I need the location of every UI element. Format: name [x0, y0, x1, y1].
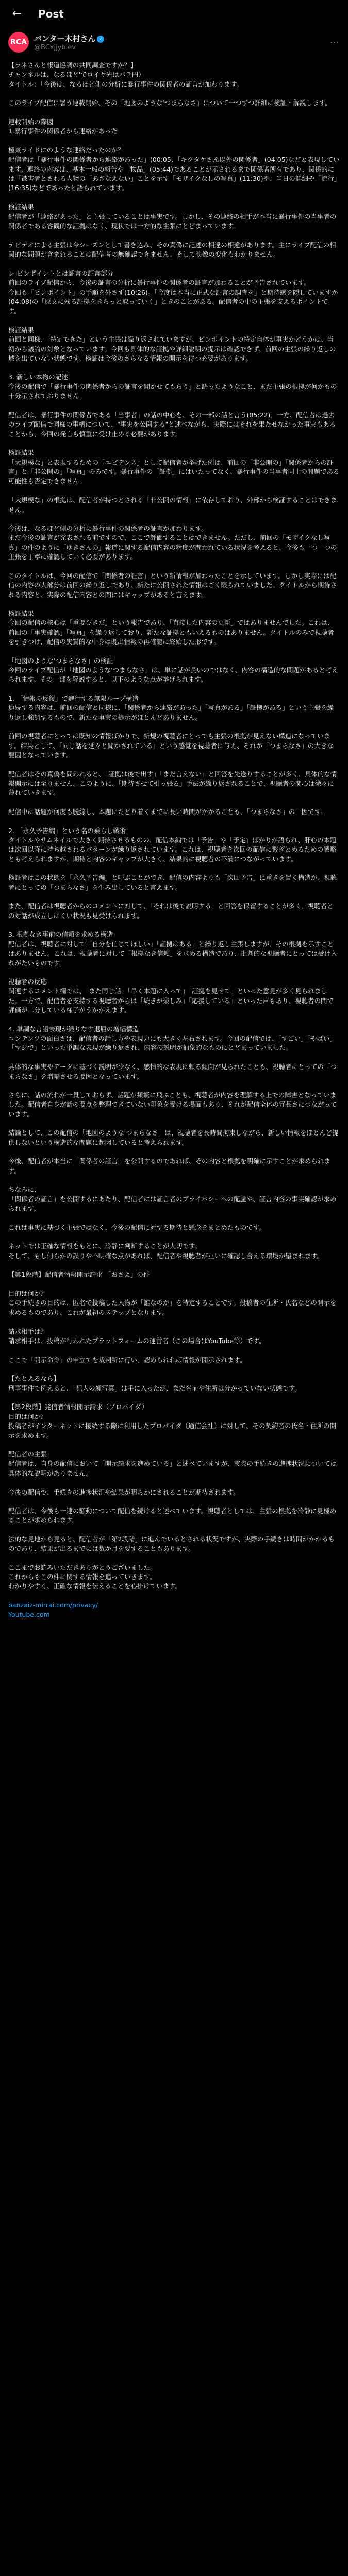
- post-paragraph: 結論として、この配信の「地図のような'つまらなさ」は、視聴者を長時間拘束しながら、新しい情報をほとんど提供しないという構造的な問題に起因していると考えられます。 今後、配信者が本当に「関係者の証言」を公開するのであれば、その内容と根拠を明確に示すことが求められます。: [8, 1129, 339, 1175]
- post-paragraph: 法的な見地から見ると、配信者が「第2段階」に進んでいるとされる状況ですが、実際の手続きは時間がかかるものであり、結果が出るまでには数か月を要することもあります。: [8, 1535, 335, 1553]
- post-paragraph: 「地図のような'つまらなさ」の検証 今回のライブ配信が「地図のような'つまらなさ」は、単に話が長いのではなく、内容の構造的な問題があると考えられます。その一部を解説すると、以下のような点が挙げられます。: [8, 656, 338, 684]
- external-link[interactable]: Youtube.com: [8, 1611, 50, 1619]
- post-paragraph: 【たとえるなら】 刑事事件で例えると、「犯人の顔写真」は手に入ったが、まだ名前や住所は分かっていない状態です。 【第2段階】発信者情報開示請求（プロバイダ） 目的は何か？ 投稿者がインターネットに接続する際に利用したプロバイダ（通信会社）に対して、その契約者の氏名・住所の開示を求めます。: [8, 1375, 337, 1439]
- post-paragraph: 3. 根拠なき事前の信頼を求める構造 配信者は、視聴者に対して「自分を信じてほしい」「証拠はある」と繰り返し主張しますが、その根拠を示すことはありません。これは、視聴者に対して「根拠なき信頼」を求める構造であり、批判的な視聴者にとっては受け入れがたいものです。: [8, 930, 338, 967]
- post-paragraph: このタイトルは、今回の配信で「関係者の証言」という新情報が加わったことを示しています。しかし実際には配信の内容の大部分は前回の繰り返しであり、新たに公開された情報はごく限られていました。タイトルから期待される内容と、実際の配信内容との間にはギャップがあると言えます。: [8, 571, 337, 599]
- author-handle[interactable]: @BCxjjyblev: [34, 44, 76, 52]
- post-paragraph: ネットでは正確な情報をもとに、冷静に判断することが大切です。 そして、もし何らかの誤りや不明確な点があれば、配信者や視聴者が互いに確認し合える環境が望まれます。: [8, 1242, 324, 1260]
- post-paragraph: レ ピンポイントとは証言の証言部分 前回のライブ配信から、今後の証言の分析に暴行事件の関係者の証言が加わることが予告されています。 今回も「ピンポイント」の手順を外さず(10:26)。「今度は本当に正式な証言の調査を」と期待感を隠していますか(04:08)の「原文に残る証拠をきちっと取っていく」ときのことがある。配信者の中の主張を支えるポイントです。: [8, 269, 338, 315]
- post-author: [8, 31, 340, 54]
- avatar[interactable]: RCA: [8, 32, 29, 53]
- more-options-icon[interactable]: ⋯: [330, 37, 340, 48]
- post-paragraph: 検証結果 前回と同様、「特定できた」という主張は繰り返されていますが、ピンポイントの特定自体が事実かどうかは、当初から議論の対象となっています。今回も具体的な証拠や詳細説明の提示は確認できず、前回の主張の繰り返しの域を出ていない状態です。検証は今後のさらなる情報の開示を待つ必要があります。: [8, 326, 336, 362]
- post-paragraph: 検証結果 「大規模な」と表現するための「エビデンス」として配信者が挙げた例は、前回の「非公開の」「関係者からの証言」と「非公開の」「写真」のみです。暴行事件の「証拠」にはいたってなく、暴行事件の当事者同士の問題である可能性も否定できません。 「大規模な」の根拠は、配信者が持つとされる「非公開の情報」に依存しており、外部から検証することはできません。: [8, 449, 340, 514]
- verified-badge-icon: ✓: [97, 36, 104, 43]
- post-paragraph: さらに、話の流れが一貫しておらず、話題が頻繁に飛ぶことも、視聴者が内容を理解する上での障害となっていました。配信者自身が話の要点を整理できていない印象を受ける場面もあり、それが配信全体の冗長さにつながっています。: [8, 1091, 337, 1118]
- post-paragraph: ちなみに、 「関係者の証言」を公開するにあたり、配信者には証言者のプライバシーへの配慮や、証言内容の事実確認が求められます。 これは事実に基づく主張ではなく、今後の配信に対する期待と懸念をまとめたものです。: [8, 1185, 337, 1231]
- post-paragraph: 配信者の主張 配信者は、自身の配信において「開示請求を進めている」と述べていますが、実際の手続きの進捗状況については具体的な説明がありません。 今後の配信で、手続きの進捗状況や結果が明らかにされることが期待されます。: [8, 1450, 337, 1496]
- post-paragraph: 検証結果 今回の配信の核心は「重要びきだ」という報告であり、「直接した内容の更新」ではありませんでした。これは、前回の「事実確認」「写真」を繰り返しており、新たな証拠ともいえるものはありません。タイトルのみで視聴者を引きつけ、配信の実質的な中身は既出情報の再確認に終始した形です。: [8, 609, 334, 646]
- post-paragraph: ここまでお読みいただきありがとうございました。 これからもこの件に関する情報を追っていきます。 わかりやすく、正確な情報を伝えることを心掛けています。: [8, 1563, 182, 1590]
- post-paragraph: 検証者はこの状態を「永久予告編」と呼ぶことができ、配信の内容よりも「次回予告」に重きを置く構造が、視聴者にとっての「つまらなさ」を生み出していると言えます。 また、配信者は視聴者からのコメントに対して、「それは後で説明する」と回答を保留することが多く、視聴者との対話が成立しにくい状況も見受けられます。: [8, 874, 337, 920]
- post-paragraph: 連載開始の際図 1.暴行事件の関係者から連絡があった 極東ライドにのような連絡だったのか？ 配信者は「暴行事件の関係者から連絡があった」(00:05、「キクタケさん以外の関係者」(04:05)などと表現しています。連絡の内容は、基本一般の報告や「物品」(05:44)であることが示されるまで関係者所有であり、関係的には「被害者とされる人物の「あざなえない」ことを示す「モザイクなしの写真」(11:30)や、当日の詳細や「流行」(16:35)などであったと語られています。 検証結果 配信者が「連絡があった」と主張していることは事実です。しかし、その連絡の相手が本当に暴行事件の当事者の関係者である客観的な証拠はなく、現状では一方的な主張にとどまっています。 テビデオによる主張は今シーズンとして書き込み、その真偽に記述の相違の相違があります。主にライブ配信の相関的な問題が含まれることは配信者の無確認できません。そして映像の変化もわかりません。: [8, 117, 340, 259]
- post-paragraph: このライブ配信に署う連載開始、その「地図のような'つまらなさ」について一つずつ詳細に検証・解説します。: [8, 99, 332, 107]
- post-paragraph: 視聴者の反応 関連するコメント欄では、「また同じ話」「早く本題に入って」「証拠を見せて」といった意見が多く見られました。一方で、配信者を支持する視聴者からは「続きが楽しみ」「応援している」といった声もあり、視聴者の間で評価が二分している様子がうかがえます。: [8, 977, 334, 1014]
- post-body: [8, 61, 340, 1629]
- arrow-left-icon[interactable]: ←: [12, 7, 22, 20]
- post-paragraph: 今後は、なるほど側の分析に暴行事件の関係者の証言が加わります。 まだ今後の証言が発表される前ですので、ここで評価することはできません。ただし、前回の「モザイクなし写真」の件のように「ゆきさんの」報道に関する配信内容の精度が問われている状況を考えると、今後も一つ一つの主張を丁寧に確認していく必要があります。: [8, 524, 337, 561]
- author-display-name[interactable]: バンター木村さん: [34, 34, 96, 43]
- external-link[interactable]: banzaiz-mirrai.com/privacy/: [8, 1601, 98, 1609]
- post-paragraph: 4. 単調な言語表現が織りなす退屈の増幅構造 コンテンツの面白さは、配信者の話し方や表現力にも大きく左右されます。今回の配信では、「すごい」「やばい」「マジで」といった単調な表現が繰り返され、内容の説明が抽象的なものにとどまっていました。 具体的な事実やデータに基づく説明が少なく、感情的な表現に頼る傾向が見られたことも、視聴者にとっての「つまらなさ」を増幅させる要因となっています。: [8, 1025, 337, 1080]
- author-names: [34, 33, 330, 52]
- post-paragraph: 【第1段階】配信者情報開示請求 「おさよ」の件 目的は何か？ この手続きの目的は、匿名で投稿した人物が「誰なのか」を特定することです。投稿者の住所・氏名などの開示を求めるものであり、これが最初のステップとなります。 請求相手は？ 請求相手は、投稿が行われたプラットフォームの運営者（この場合はYouTube等）です。 ここで「開示命令」の申立てを裁判所に行い、認められれば情報が開示されます。: [8, 1270, 337, 1364]
- page-title: Post: [38, 7, 64, 20]
- post-paragraph: 配信者はその真偽を問われると、「証拠は後で出す」「まだ言えない」と回答を先送りすることが多く、具体的な情報開示には至りません。このように、「期待させて引っ張る」手法が繰り返されることで、視聴者の関心は徐々に薄れていきます。 配信中に話題が何度も脱線し、本題にたどり着くまでに長い時間がかかることも、「つまらなさ」の一因です。: [8, 770, 337, 816]
- post-paragraph: 【ラネさんと報道協調の共同調査ですか？】 チャンネルは、なるほど'でロイヤ先はバラ円） タイトル：「今後は、なるほど側の分析に暴行事件の関係者の証言が加わります。: [8, 61, 243, 88]
- post-paragraph: 配信者は、今後も一連の騒動について配信を続けると述べています。視聴者としては、主張の根拠を冷静に見極めることが求められます。: [8, 1507, 337, 1524]
- post-paragraph: 1. 「情報の反復」で進行する無限ループ構造 連続する内容は、前回の配信と同様に、「関係者から連絡があった」「写真がある」「証拠がある」という主張を繰り返し強調するもので、新たな事実の提示がほとんどありません。 前回の視聴者にとっては既知の情報ばかりで、新規の視聴者にとっても主張の根拠が見えない構造になっています。結果として、「同じ話を延々と聞かされている」という感覚を視聴者に与え、それが「つまらなさ」の大きな要因となっています。: [8, 694, 334, 759]
- top-bar: [0, 0, 348, 27]
- post-paragraph: 3. 新しい本物の記述 今後の配信で「暴行事件の関係者からの証言を聞かせてもらう」と語ったようなこと、まだ主張の根拠が何かもの十分示されておりません。 配信者は、暴行事件の関係者である「当事者」の話の中心を、その一部の話と言う(05:22)、一方、配信者は過去のライブ配信で同様の事柄について、"事実を公開する"と述べながら、実際にはそれを果たせなかった事実もあることから、今回の発言も慎重に受け止める必要があります。: [8, 373, 337, 438]
- post-paragraph: 2. 「永久予告編」という名の乗らし戦術 タイトルやサムネイルで大きく期待させるものの、配信本編では「予告」や「予定」ばかりが語られ、肝心の本題は次回以降に持ち越されるパターンが繰り返されています。これは、視聴者を次回の配信に繋ぎとめるための戦略とも考えられますが、期待と内容のギャップが大きく、結果的に視聴者の不満につながっています。: [8, 826, 337, 863]
